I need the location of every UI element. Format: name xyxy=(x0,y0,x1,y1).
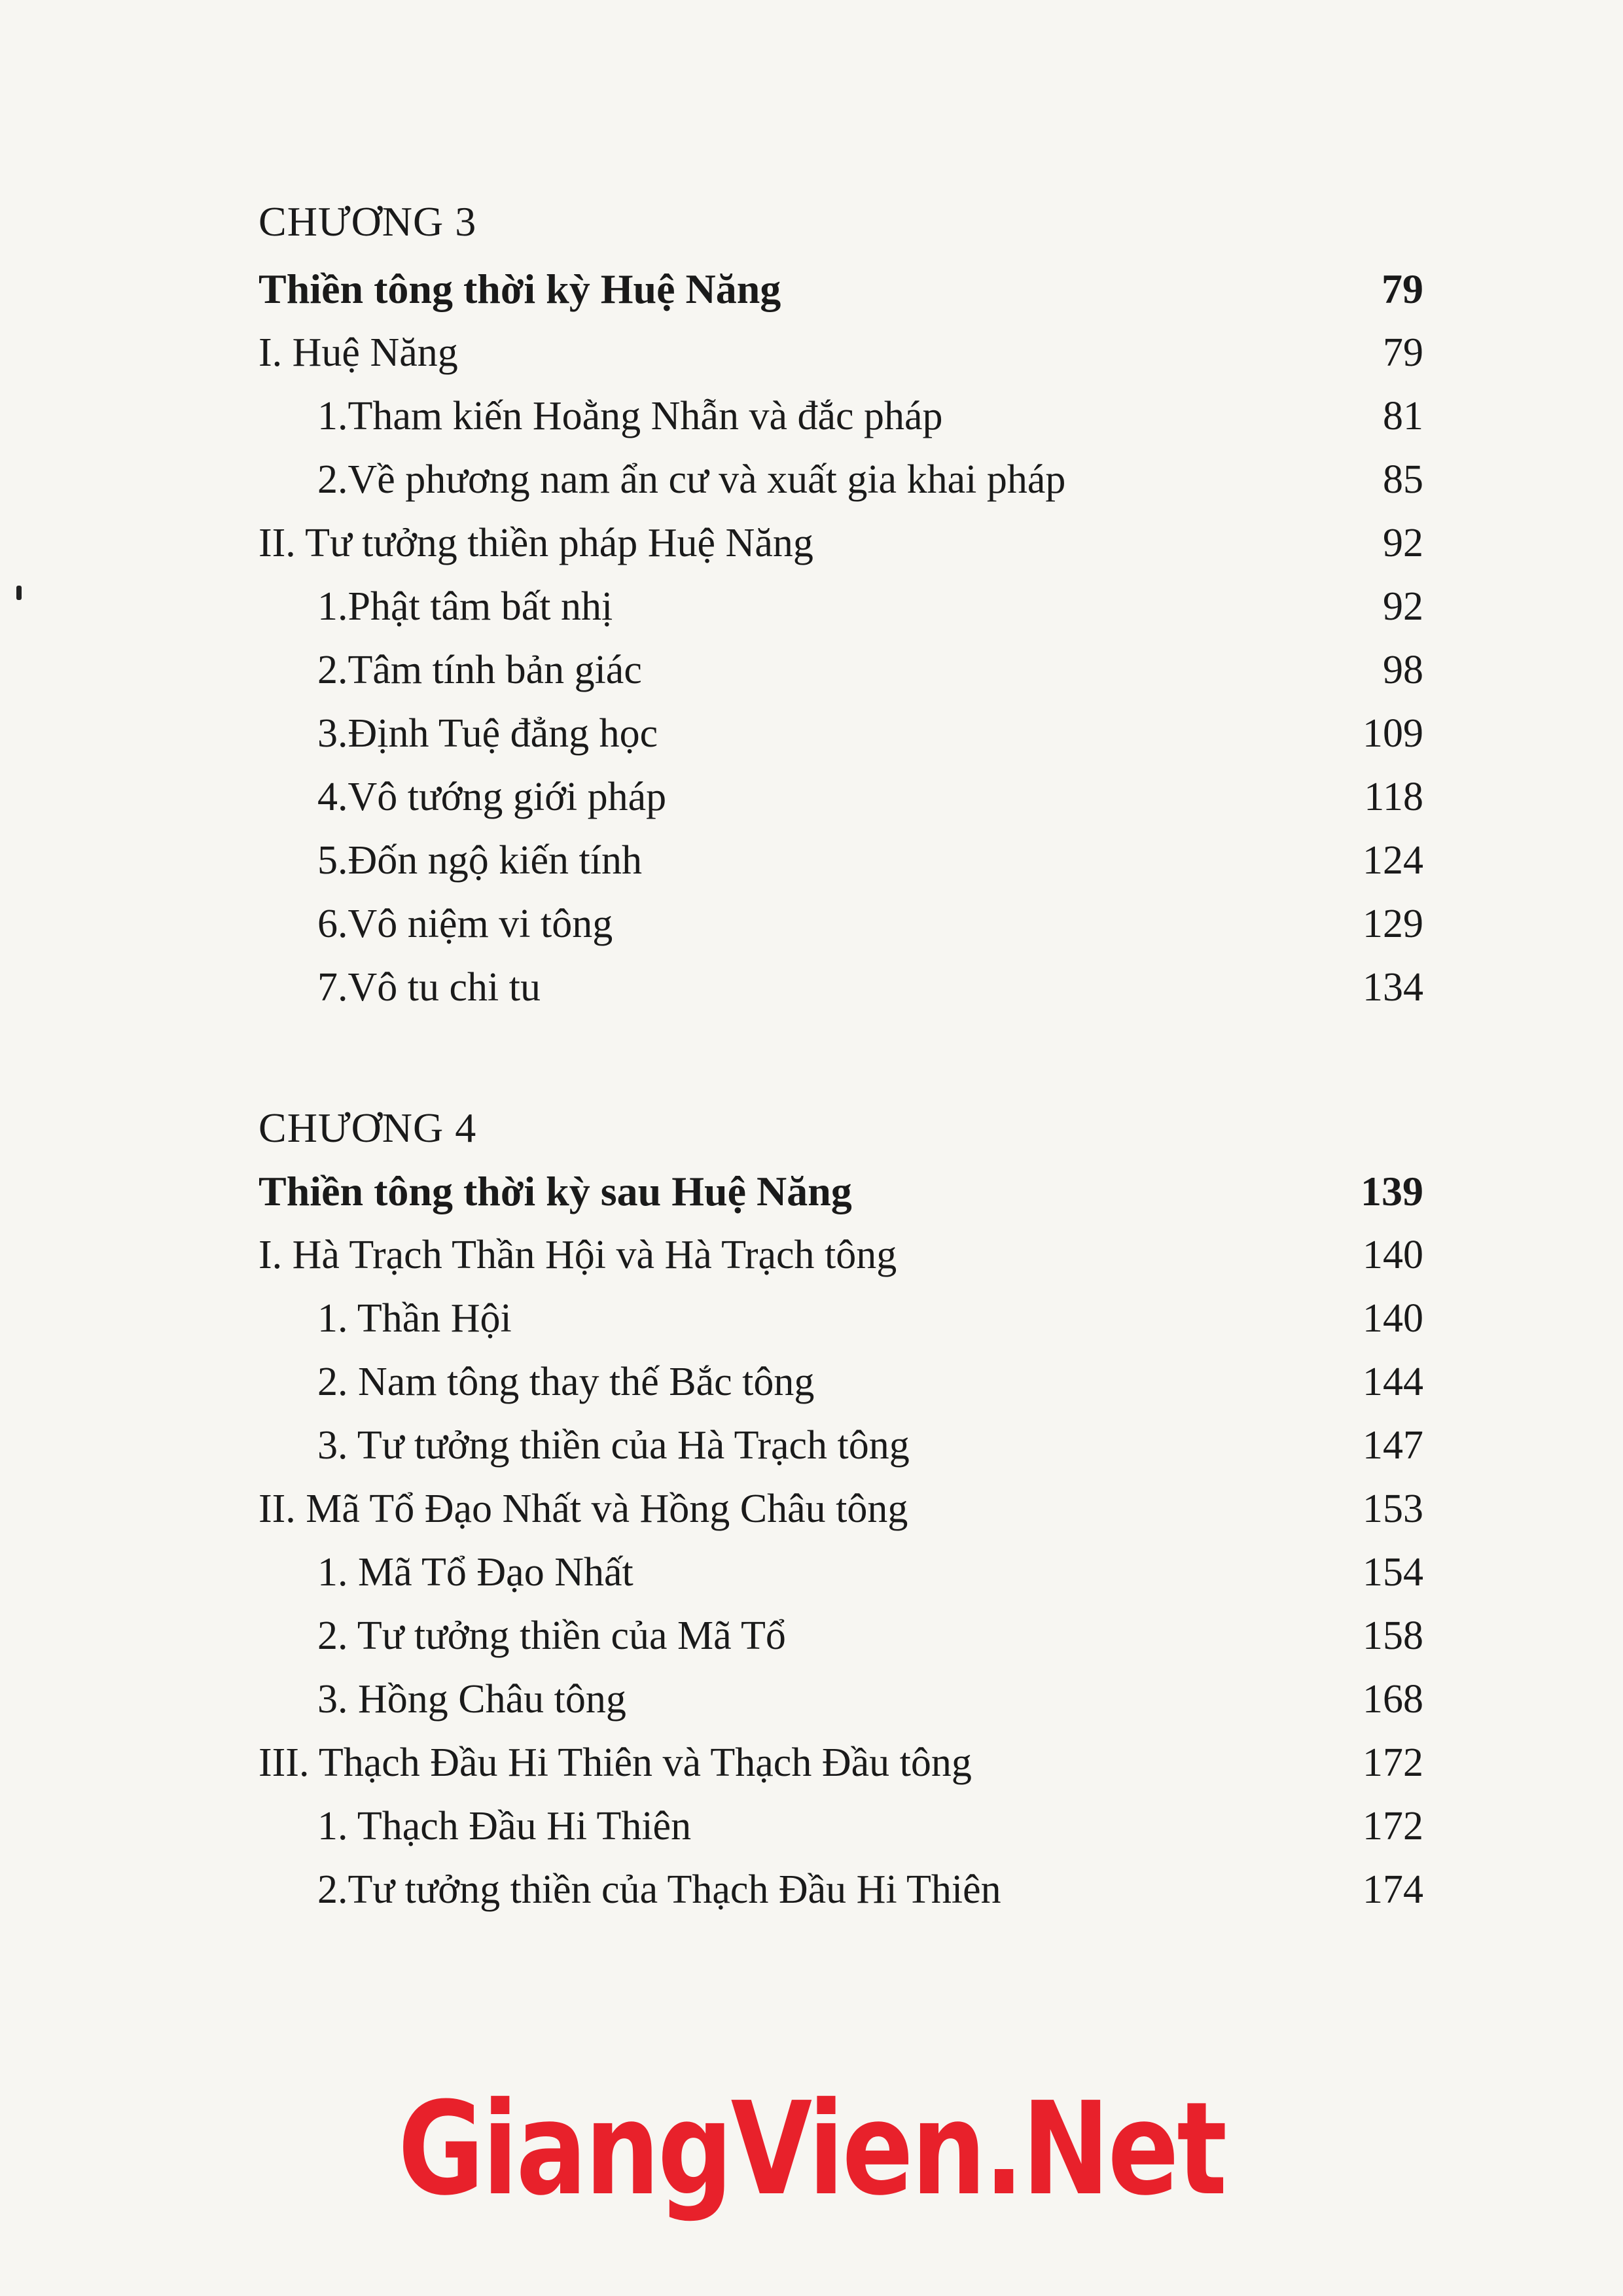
chapter-title: Thiền tông thời kỳ sau Huệ Năng xyxy=(259,1168,852,1214)
scan-speck xyxy=(16,586,22,600)
page-number: 118 xyxy=(1364,775,1423,819)
toc-entry xyxy=(259,892,1423,956)
page-number: 124 xyxy=(1363,838,1423,883)
toc-entry xyxy=(259,1223,1423,1287)
page-number: 98 xyxy=(1383,648,1423,692)
page-number: 158 xyxy=(1363,1614,1423,1658)
toc-entry xyxy=(259,511,1423,575)
toc-entry xyxy=(259,638,1423,702)
chapter-label: CHƯƠNG 3 xyxy=(259,198,477,245)
entry-text: 2.Tâm tính bản giác xyxy=(317,648,642,692)
toc-entry xyxy=(259,1731,1423,1795)
entry-text: 4.Vô tướng giới pháp xyxy=(317,775,667,819)
entry-text: III. Thạch Đầu Hi Thiên và Thạch Đầu tông xyxy=(259,1740,972,1785)
page-number: 140 xyxy=(1363,1296,1423,1341)
page-number: 144 xyxy=(1363,1360,1423,1404)
toc-entry xyxy=(259,1413,1423,1477)
page-number: 153 xyxy=(1363,1487,1423,1531)
chapter-heading xyxy=(259,1096,1423,1160)
chapter-heading xyxy=(259,190,1423,254)
toc-entry xyxy=(259,1794,1423,1858)
page-number: 154 xyxy=(1363,1550,1423,1595)
page-number: 140 xyxy=(1363,1233,1423,1277)
toc-entry xyxy=(259,1350,1423,1414)
entry-text: 5.Đốn ngộ kiến tính xyxy=(317,838,642,883)
toc-entry xyxy=(259,448,1423,512)
page-number: 168 xyxy=(1363,1677,1423,1722)
entry-text: 3.Định Tuệ đẳng học xyxy=(317,711,658,756)
toc-entry xyxy=(259,1477,1423,1541)
entry-text: 6.Vô niệm vi tông xyxy=(317,902,613,946)
page-number: 79 xyxy=(1382,266,1423,312)
entry-text: 1. Thần Hội xyxy=(317,1296,512,1341)
chapter-title-row xyxy=(259,1159,1423,1224)
page-number: 81 xyxy=(1383,394,1423,438)
toc-entry xyxy=(259,1667,1423,1731)
toc-entry xyxy=(259,1286,1423,1351)
watermark-text: GiangVien.Net xyxy=(398,2075,1225,2224)
page-number: 134 xyxy=(1363,965,1423,1010)
toc-entry xyxy=(259,574,1423,639)
entry-text: II. Tư tưởng thiền pháp Huệ Năng xyxy=(259,521,813,565)
page-number: 174 xyxy=(1363,1867,1423,1912)
entry-text: 1. Thạch Đầu Hi Thiên xyxy=(317,1804,692,1848)
entry-text: 2.Về phương nam ẩn cư và xuất gia khai pháp xyxy=(317,457,1066,502)
entry-text: I. Huệ Năng xyxy=(259,330,458,375)
page-number: 85 xyxy=(1383,457,1423,502)
toc-entry xyxy=(259,955,1423,1019)
page-number: 172 xyxy=(1363,1740,1423,1785)
entry-text: 2. Tư tưởng thiền của Mã Tổ xyxy=(317,1614,786,1658)
entry-text: II. Mã Tổ Đạo Nhất và Hồng Châu tông xyxy=(259,1487,908,1531)
page-number: 172 xyxy=(1363,1804,1423,1848)
toc-entry xyxy=(259,1604,1423,1668)
toc-entry xyxy=(259,321,1423,385)
page-number: 147 xyxy=(1363,1423,1423,1468)
page-number: 139 xyxy=(1361,1168,1423,1214)
entry-text: 1.Phật tâm bất nhị xyxy=(317,584,613,629)
chapter-label: CHƯƠNG 4 xyxy=(259,1104,477,1151)
toc-entry xyxy=(259,1540,1423,1604)
entry-text: 1. Mã Tổ Đạo Nhất xyxy=(317,1550,633,1595)
entry-text: 1.Tham kiến Hoằng Nhẫn và đắc pháp xyxy=(317,394,943,438)
page-number: 92 xyxy=(1383,584,1423,629)
chapter-title: Thiền tông thời kỳ Huệ Năng xyxy=(259,266,781,312)
entry-text: 2.Tư tưởng thiền của Thạch Đầu Hi Thiên xyxy=(317,1867,1001,1912)
page-number: 129 xyxy=(1363,902,1423,946)
toc-entry xyxy=(259,701,1423,766)
chapter-title-row xyxy=(259,257,1423,321)
page-number: 92 xyxy=(1383,521,1423,565)
entry-text: 3. Hồng Châu tông xyxy=(317,1677,626,1722)
entry-text: 3. Tư tưởng thiền của Hà Trạch tông xyxy=(317,1423,910,1468)
toc-entry xyxy=(259,1858,1423,1922)
entry-text: I. Hà Trạch Thần Hội và Hà Trạch tông xyxy=(259,1233,897,1277)
toc-entry xyxy=(259,384,1423,448)
entry-text: 2. Nam tông thay thế Bắc tông xyxy=(317,1360,815,1404)
entry-text: 7.Vô tu chi tu xyxy=(317,965,541,1010)
page-number: 109 xyxy=(1363,711,1423,756)
page-number: 79 xyxy=(1383,330,1423,375)
toc-entry xyxy=(259,765,1423,829)
toc-entry xyxy=(259,828,1423,892)
